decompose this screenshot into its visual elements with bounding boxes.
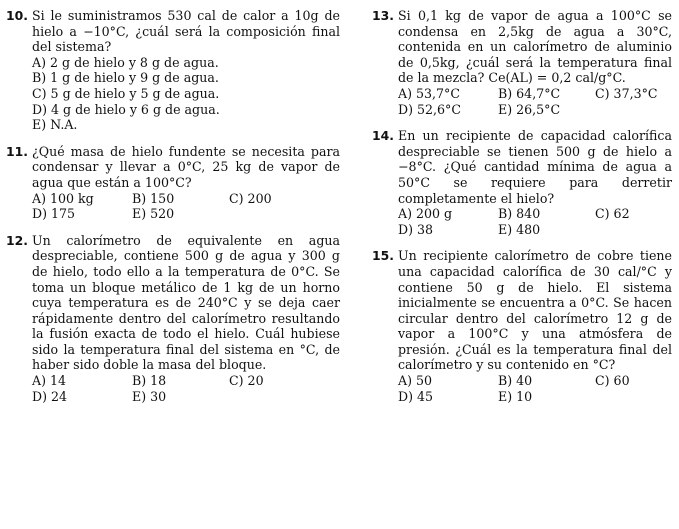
option-d: D) 45 [398,388,434,404]
option-b: B) 40 [498,373,533,389]
question-14 [372,128,672,237]
option-d: D) 38 [398,221,434,237]
question-11 [6,144,340,222]
option-c: C) 200 [229,190,272,206]
answer-options [398,86,672,117]
question-stem: Si 0,1 kg de vapor de agua a 100°C se condensa en 2,5kg de agua a 30°C, contenida en un calorímetro de aluminio de 0,5kg, ¿cuál será la temperatura final de la mezcla? Ce(AL) = 0,2 cal/g°C. [398,8,672,86]
option-b: B) 18 [132,373,167,389]
option-a: A) 100 kg [32,190,94,206]
question-number: 11. [6,143,28,159]
right-column [372,8,672,404]
option-c: C) 62 [595,206,630,222]
question-number: 14. [372,128,394,144]
option-e: E) 30 [132,388,167,404]
question-stem: Un recipiente calorímetro de cobre tiene una capacidad calorífica de 30 cal/°C y contiene 50 g de hielo. El sistema inicialmente se encuentra a 0°C. Se hacen circular dentro del calorímetro 12 g de vapor a 100°C y una atmósfera de presión. ¿Cuál es la temperatura final del calorímetro y su contenido en °C? [398,248,672,373]
option-a: A) 14 [32,373,67,389]
left-column [6,8,340,404]
option-d: D) 24 [32,388,68,404]
option-e: E) 480 [498,221,541,237]
answer-options [32,191,340,222]
option-e: E) 26,5°C [498,101,561,117]
answer-options [32,373,340,404]
question-13 [372,8,672,117]
question-stem: Un calorímetro de equivalente en agua despreciable, contiene 500 g de agua y 300 g de hielo, todo ello a la temperatura de 0°C. Se toma un bloque metálico de 1 kg de un horno cuya temperatura es de 240°C y se deja caer rápidamente dentro del calorímetro resultando la fusión exacta de todo el hielo. Cuál hubiese sido la temperatura final del sistema en °C, de haber sido doble la masa del bloque. [32,232,340,373]
answer-options [398,206,672,237]
question-10 [6,8,340,133]
option-d: D) 52,6°C [398,101,461,117]
option-b: B) 840 [498,206,541,222]
option-d: D) 4 g de hielo y 6 g de agua. [32,101,220,117]
option-e: E) 520 [132,206,175,222]
question-number: 12. [6,232,28,248]
option-e: E) 10 [498,388,533,404]
option-e: E) N.A. [32,117,78,133]
option-c: C) 5 g de hielo y 5 g de agua. [32,85,220,101]
option-b: B) 150 [132,190,175,206]
answer-options [32,55,340,133]
question-15 [372,248,672,404]
option-c: C) 37,3°C [595,85,658,101]
question-number: 15. [372,248,394,264]
option-a: A) 50 [398,373,433,389]
question-12 [6,233,340,405]
option-a: A) 200 g [398,206,453,222]
option-b: B) 1 g de hielo y 9 g de agua. [32,70,219,86]
option-c: C) 20 [229,373,264,389]
option-b: B) 64,7°C [498,85,561,101]
answer-options [398,373,672,404]
question-number: 13. [372,8,394,23]
question-stem: ¿Qué masa de hielo fundente se necesita para condensar y llevar a 0°C, 25 kg de vapor de agua que están a 100°C? [32,143,340,190]
option-d: D) 175 [32,206,76,222]
option-c: C) 60 [595,373,630,389]
option-a: A) 53,7°C [398,85,460,101]
question-stem: Si le suministramos 530 cal de calor a 10g de hielo a −10°C, ¿cuál será la composición final del sistema? [32,8,340,55]
question-stem: En un recipiente de capacidad calorífica despreciable se tienen 500 g de hielo a −8°C. ¿Qué cantidad mínima de agua a 50°C se requiere para derretir completamente el hielo? [398,128,672,206]
option-a: A) 2 g de hielo y 8 g de agua. [32,54,219,70]
question-number: 10. [6,8,28,23]
